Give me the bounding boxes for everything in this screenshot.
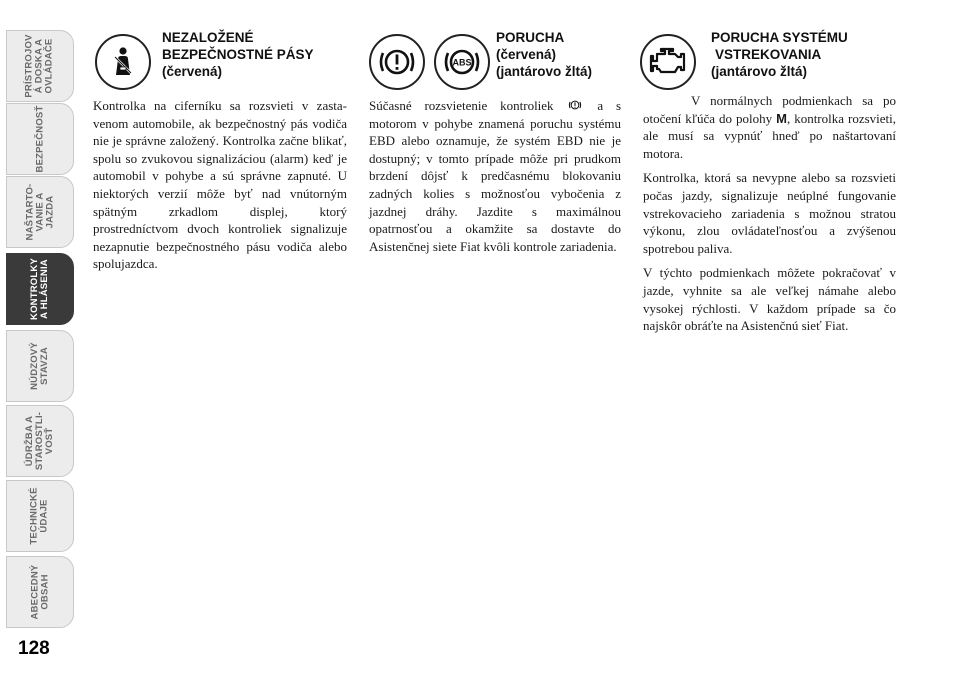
tab-technicke-udaje[interactable] (6, 480, 74, 552)
svg-text:ABS: ABS (452, 57, 472, 68)
key-position-m: M (776, 110, 787, 126)
tab-label: ÚDRŽBA A STAROSTLI- VOSŤ (23, 411, 55, 471)
abs-icon (434, 34, 490, 90)
injection-text-part1: V normálnych podmienkach sa po otočení kľúča do polohy (643, 93, 896, 126)
tab-nudzovy-stav[interactable] (6, 330, 74, 402)
injection-text-part2: , kontrolka rozsvieti, ale musí sa vypnúť hneď po naštartovaní motora. (643, 110, 897, 161)
chapter-sidebar (0, 0, 80, 677)
injection-paragraph-1 (643, 92, 896, 162)
page-number: 128 (18, 638, 50, 659)
tab-bezpecnost[interactable] (6, 103, 74, 175)
injection-text (643, 92, 896, 342)
tab-label: TECHNICKÉ ÚDAJE (29, 487, 50, 545)
brake-warning-icon (369, 34, 425, 90)
tab-label: BEZPEČNOSŤ (34, 105, 45, 173)
heading-line: (červená) (496, 47, 557, 62)
heading-line: PORUCHA SYSTÉMU (711, 30, 848, 45)
brake-text (369, 97, 621, 262)
brake-warning-inline-icon (568, 98, 582, 112)
injection-paragraph-3: V týchto podmienkach môžete pokračovať v jazde, vyhnite sa ale veľkej námahe alebo vysokej rýchlosti. V každom prípade sa čo najskôr obráťte na Asistenčnú sieť Fiat. (643, 265, 896, 334)
tab-label: KONTROLKY A HLÁSENIA (29, 258, 50, 320)
heading-line: PORUCHA (496, 30, 565, 45)
heading-line: (červená) (162, 64, 223, 79)
tab-label: NÚDZOVÝ STAVZA (28, 342, 50, 390)
tab-label: PRÍSTROJOV Á DOSKA A OVLÁDAČE (24, 34, 55, 98)
heading-line: (jantárovo žltá) (496, 64, 593, 79)
heading-line: (jantárovo žltá) (711, 64, 808, 79)
brake-heading (496, 29, 592, 80)
tab-udrzba[interactable] (6, 405, 74, 477)
seatbelt-heading (162, 29, 314, 80)
tab-nastartovanie[interactable] (6, 176, 74, 248)
tab-pristrojova-doska[interactable] (6, 30, 74, 102)
heading-line: NEZALOŽENÉ (162, 30, 254, 45)
seatbelt-text (93, 97, 347, 280)
tab-kontrolky[interactable] (6, 253, 74, 325)
tab-label: ABECEDNÝ OBSAH (28, 564, 50, 620)
heading-line: BEZPEČNOSTNÉ PÁSY (162, 47, 314, 62)
brake-text-part2: a s motorom v pohybe znamená poruchu systému EBD alebo oznamuje, že systém EBD nie je dostupný; v tomto prípade môže pri prudkom brzdení dôjsť k predčasnému blokovaniu zadných kolies s možnosťou vybočenia z jazdnej dráhy. Jazdite s maximálnou opatrnosťou a okamžite sa dostavte do Asistenčnej siete Fiat kvôli kontrole zariadenia. (369, 98, 622, 254)
brake-paragraph (369, 97, 621, 255)
tab-label: NAŠTARTO- VANIE A JAZDA (24, 183, 55, 241)
engine-icon (640, 34, 696, 90)
injection-heading (711, 29, 848, 80)
seatbelt-paragraph: Kontrolka na ciferníku sa rozsvieti v zastavenom automobile, ak bezpečnostný pás vodiča nie je správne založený. Kontrolka začne blikať, spolu so zvukovou signalizáciou (alarm) keď je automobil v pohybe a sú správne zapnuté. U niektorých verzií môže byť nad vnútorným spätným zrkadlom displej, ktorý prostredníctvom dvoch kontroliek signalizuje nezapnutie bezpečnostného pásu vodiča alebo spolujazdca. (93, 98, 347, 272)
injection-paragraph-2: Kontrolka, ktorá sa nevypne alebo sa rozsvieti počas jazdy, signalizuje neúplné fungovanie vstrekovacieho zariadenia s možnou stratou výkonu, zlou ovládateľnosťou a zvýšenou spotrebou paliva. (643, 170, 896, 256)
heading-line: VSTREKOVANIA (715, 47, 822, 62)
brake-text-part1: Súčasné rozsvietenie kontroliek (369, 98, 554, 113)
seatbelt-icon (95, 34, 151, 90)
tab-abecedny-obsah[interactable] (6, 556, 74, 628)
